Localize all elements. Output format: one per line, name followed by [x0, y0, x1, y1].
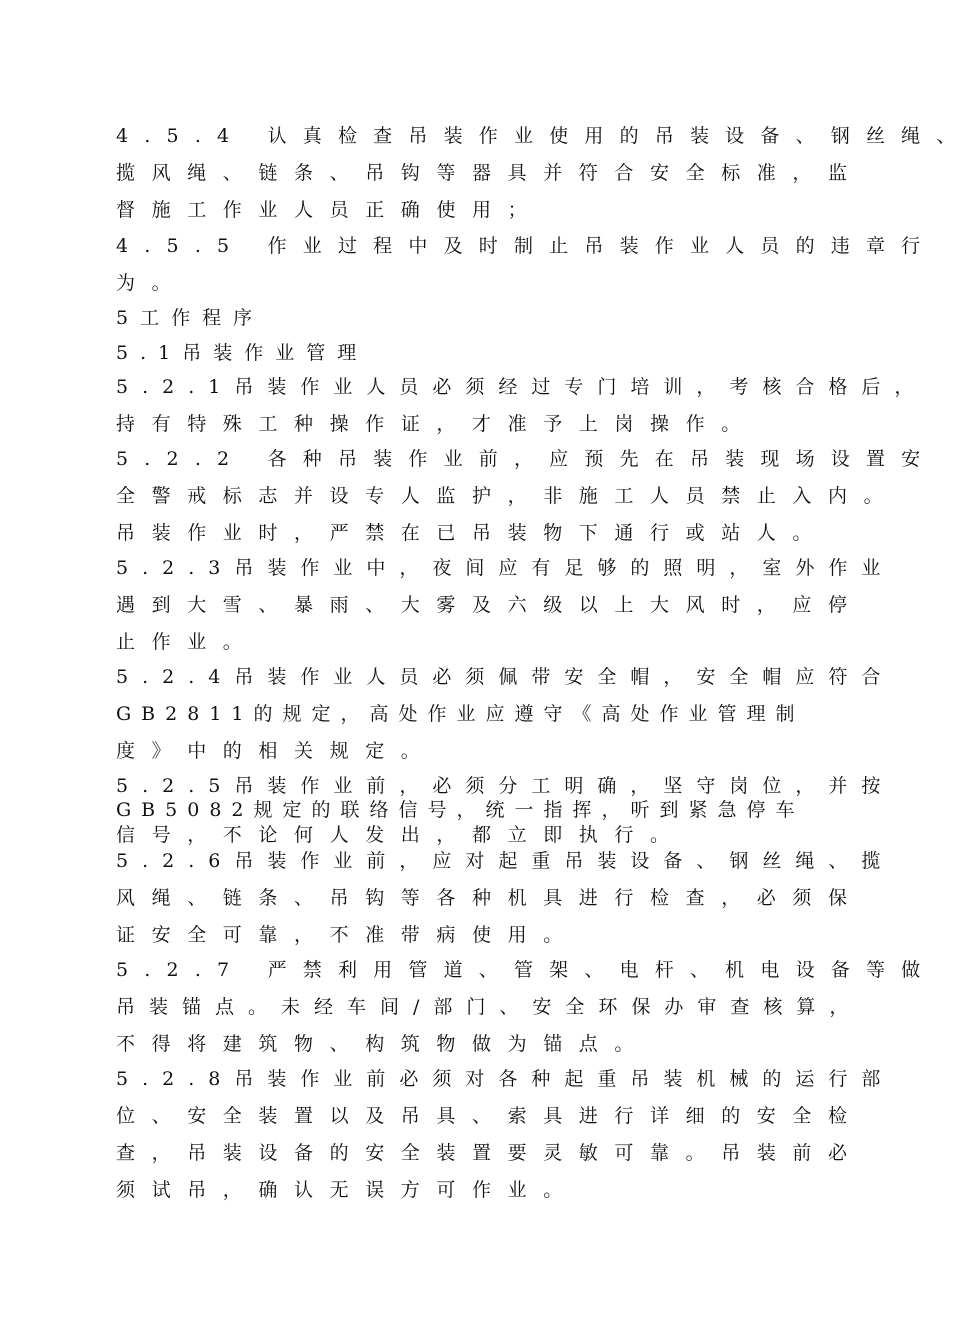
text-line: 遇到大雪、暴雨、大雾及六级以上大风时，应停	[116, 594, 864, 616]
text-line: 吊装作业时，严禁在已吊装物下通行或站人。	[116, 522, 829, 544]
text-line: 止作业。	[116, 631, 259, 653]
text-line: 5.2.2 各种吊装作业前，应预先在吊装现场设置安	[116, 448, 937, 470]
text-line: GB2811的规定，高处作业应遵守《高处作业管理制	[116, 703, 805, 725]
text-line: 5.2.6吊装作业前，应对起重吊装设备、钢丝绳、揽	[116, 850, 895, 872]
text-line: 不得将建筑物、构筑物做为锚点。	[116, 1033, 651, 1055]
text-line: 5.2.5吊装作业前，必须分工明确，坚守岗位，并按	[116, 775, 895, 797]
text-line: 5.2.7 严禁利用管道、管架、电杆、机电设备等做	[116, 959, 937, 981]
text-line: 风绳、链条、吊钩等各种机具进行检查，必须保	[116, 887, 864, 909]
text-line: 位、安全装置以及吊具、索具进行详细的安全检	[116, 1105, 864, 1127]
text-line: 全警戒标志并设专人监护，非施工人员禁止入内。	[116, 485, 900, 507]
text-line: 须试吊，确认无误方可作业。	[116, 1179, 579, 1201]
text-line: 5.2.4吊装作业人员必须佩带安全帽，安全帽应符合	[116, 666, 895, 688]
text-line: 为。	[116, 272, 188, 294]
text-line: 度》中的相关规定。	[116, 740, 437, 762]
text-line: 4.5.4 认真检查吊装作业使用的吊装设备、钢丝绳、	[116, 125, 972, 147]
text-line: 4.5.5 作业过程中及时制止吊装作业人员的违章行	[116, 235, 937, 257]
section-heading: 5工作程序	[116, 307, 265, 329]
subsection-heading: 5.1吊装作业管理	[116, 342, 369, 364]
text-line: 揽风绳、链条、吊钩等器具并符合安全标准，监	[116, 162, 864, 184]
text-line: 督施工作业人员正确使用；	[116, 199, 544, 221]
text-line: GB5082规定的联络信号，统一指挥，听到紧急停车	[116, 799, 805, 821]
text-line: 5.2.8吊装作业前必须对各种起重吊装机械的运行部	[116, 1068, 895, 1090]
text-line: 持有特殊工种操作证，才准予上岗操作。	[116, 413, 757, 435]
text-line: 证安全可靠，不准带病使用。	[116, 924, 579, 946]
text-line: 信号，不论何人发出，都立即执行。	[116, 824, 686, 846]
text-line: 5.2.3吊装作业中，夜间应有足够的照明，室外作业	[116, 557, 895, 579]
text-line: 5.2.1吊装作业人员必须经过专门培训，考核合格后，	[116, 376, 928, 398]
text-line: 吊装锚点。未经车间/部门、安全环保办审查核算，	[116, 996, 863, 1018]
text-line: 查，吊装设备的安全装置要灵敏可靠。吊装前必	[116, 1142, 864, 1164]
